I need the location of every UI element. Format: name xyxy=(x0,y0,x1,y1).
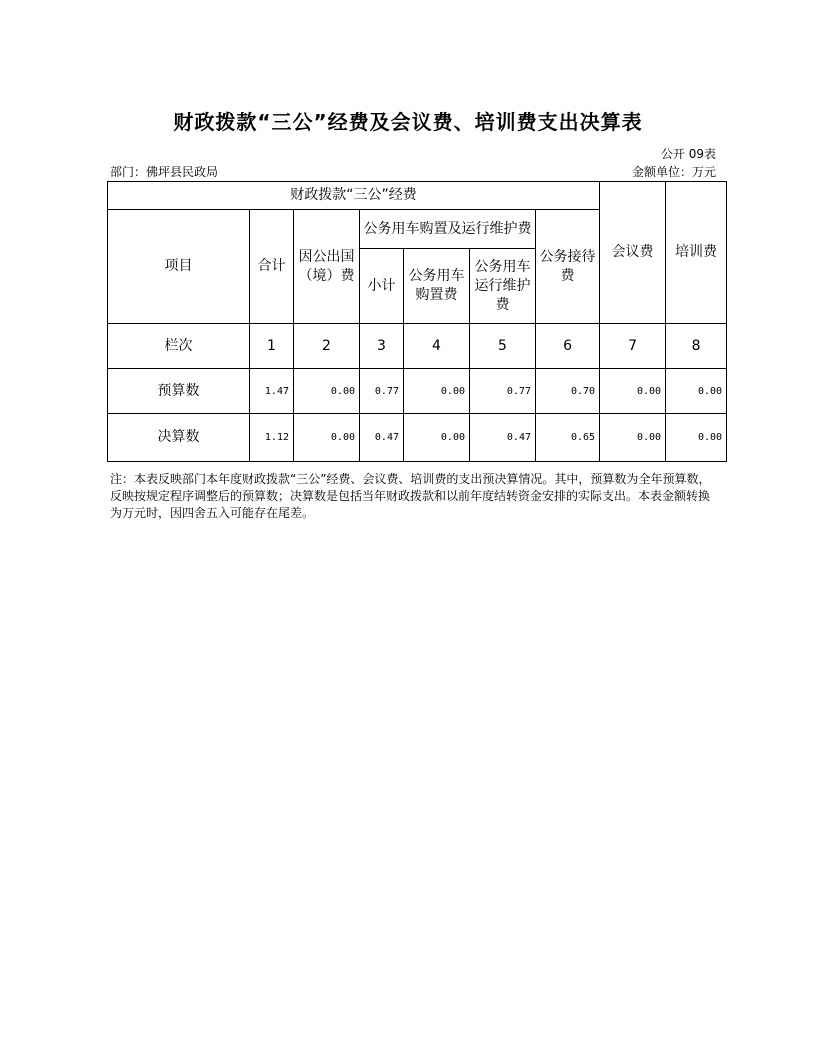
table-cell: 6 xyxy=(536,324,600,369)
table-cell: 0.00 xyxy=(294,369,360,414)
table-cell: 2 xyxy=(294,324,360,369)
expenditure-table xyxy=(107,181,727,462)
header-subtotal: 小计 xyxy=(360,249,404,324)
table-row xyxy=(108,324,727,369)
table-cell: 0.00 xyxy=(666,369,727,414)
table-cell: 7 xyxy=(600,324,666,369)
table-cell: 0.77 xyxy=(360,369,404,414)
table-cell: 1 xyxy=(250,324,294,369)
table-cell: 0.65 xyxy=(536,414,600,462)
table-cell: 5 xyxy=(470,324,536,369)
table-cell: 0.00 xyxy=(666,414,727,462)
table-cell: 0.47 xyxy=(470,414,536,462)
header-abroad: 因公出国（境）费 xyxy=(294,210,360,324)
table-cell: 0.00 xyxy=(600,369,666,414)
header-item: 项目 xyxy=(108,210,250,324)
table-cell: 3 xyxy=(360,324,404,369)
table-cell: 0.70 xyxy=(536,369,600,414)
table-cell: 0.00 xyxy=(294,414,360,462)
header-vehicle-group: 公务用车购置及运行维护费 xyxy=(360,210,536,249)
row-label: 决算数 xyxy=(108,414,250,462)
table-cell: 0.00 xyxy=(600,414,666,462)
table-row xyxy=(108,414,727,462)
header-sangong-group: 财政拨款“三公”经费 xyxy=(108,182,600,210)
footnote: 注：本表反映部门本年度财政拨款“三公”经费、会议费、培训费的支出预决算情况。其中，预算数为全年预算数，反映按规定程序调整后的预算数；决算数是包括当年财政拨款和以前年度结转资金安排的实际支出。本表金额转换为万元时，因四舍五入可能存在尾差。 xyxy=(110,472,711,520)
row-label: 预算数 xyxy=(108,369,250,414)
header-vehicle-operation: 公务用车运行维护费 xyxy=(470,249,536,324)
department-label: 部门：佛坪县民政局 xyxy=(110,165,219,179)
amount-unit-label: 金额单位：万元 xyxy=(631,165,716,179)
table-cell: 0.00 xyxy=(404,369,470,414)
page-title: 财政拨款“三公”经费及会议费、培训费支出决算表 xyxy=(173,110,643,134)
form-number: 公开 09表 xyxy=(660,147,716,161)
header-meeting: 会议费 xyxy=(600,182,666,324)
table-cell: 1.12 xyxy=(250,414,294,462)
row-label: 栏次 xyxy=(108,324,250,369)
table-cell: 0.77 xyxy=(470,369,536,414)
header-training: 培训费 xyxy=(666,182,727,324)
header-reception: 公务接待费 xyxy=(536,210,600,324)
table-cell: 4 xyxy=(404,324,470,369)
table-cell: 0.00 xyxy=(404,414,470,462)
table-row xyxy=(108,369,727,414)
table-cell: 0.47 xyxy=(360,414,404,462)
table-cell: 8 xyxy=(666,324,727,369)
table-cell: 1.47 xyxy=(250,369,294,414)
header-vehicle-purchase: 公务用车购置费 xyxy=(404,249,470,324)
header-total: 合计 xyxy=(250,210,294,324)
